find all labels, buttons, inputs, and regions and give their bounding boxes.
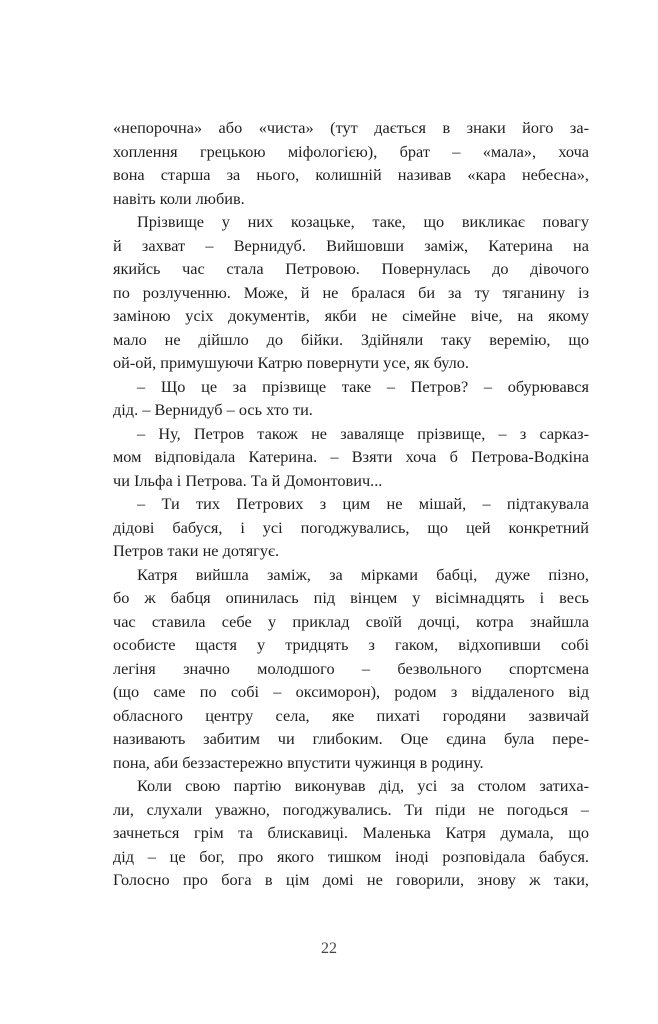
text-line: Петров таки не дотягує. (113, 541, 280, 560)
text-line: дід – це бог, про якого тишком іноді розповідала бабуся. (113, 846, 589, 866)
text-line: обласного центру села, яке пихаті городяни зазвичай (113, 705, 589, 725)
text-line: якийсь час стала Петровою. Повернулась до дівочого (113, 259, 589, 278)
text-line: Катря вийшла заміж, за мірками бабці, дуже пізно, (137, 564, 589, 584)
text-line: – Що це за прізвище таке – Петров? – обурювався (137, 376, 589, 396)
text-line: Прізвище у них козацьке, таке, що викликає повагу (137, 212, 589, 231)
text-line: Голосно про бога в цім домі не говорили, знову ж таки, (113, 870, 589, 889)
text-line: – Ти тих Петрових з цим не мішай, – підтакувала (137, 494, 589, 513)
text-line: легіня значно молодшого – безвольного спортсмена (113, 658, 589, 678)
text-line: час ставила себе у приклад своїй дочці, котра знайшла (113, 611, 589, 631)
text-line: бо ж бабця опинилась під вінцем у вісімнадцять і весь (113, 588, 589, 607)
text-line: «непорочна» або «чиста» (тут дається в знаки його за- (113, 118, 589, 137)
text-line: дід. – Вернидуб – ось хто ти. (113, 400, 313, 419)
text-line: мало не дійшло до бійки. Здійняли таку веремію, що (113, 329, 589, 349)
text-line: хоплення грецькою міфологією), брат – «мала», хоча (113, 141, 589, 161)
text-line: Коли свою партію виконував дід, усі за столом затиха- (137, 776, 589, 795)
text-line: вона старша за нього, колишній називав «кара небесна», (113, 165, 589, 184)
text-line: ой-ой, примушуючи Катрю повернути усе, як було. (113, 353, 470, 372)
text-line: навіть коли любив. (113, 188, 245, 208)
page-number: 22 (321, 940, 337, 957)
text-line: дідові бабуся, і усі погоджувались, що цей конкретний (113, 517, 589, 537)
text-line: мом відповідала Катерина. – Взяти хоча б Петрова-Водкіна (113, 447, 589, 466)
text-line: зачнеться грім та блискавиці. Маленька Катря думала, що (113, 823, 589, 842)
text-line: чи Ільфа і Петрова. Та й Домонтович... (113, 470, 383, 490)
text-line: особисте щастя у тридцять з гаком, відхопивши собі (113, 635, 589, 654)
text-line: ли, слухали уважно, погоджувались. Ти піди не погодься – (113, 799, 589, 819)
body-text (113, 116, 589, 892)
text-line: й захват – Вернидуб. Вийшовши заміж, Катерина на (113, 235, 589, 255)
text-line: – Ну, Петров також не заваляще прізвище, – з сарказ- (137, 423, 589, 443)
text-line: заміною усіх документів, якби не сімейне віче, на якому (113, 306, 589, 325)
text-line: пона, аби беззастережно впустити чужинця в родину. (113, 752, 484, 772)
text-line: називають забитим чи глибоким. Оце єдина була пере- (113, 729, 589, 748)
text-line: по розлученню. Може, й не бралася би за ту тяганину із (113, 282, 589, 302)
text-line: (що саме по собі – оксиморон), родом з віддаленого від (113, 682, 589, 701)
